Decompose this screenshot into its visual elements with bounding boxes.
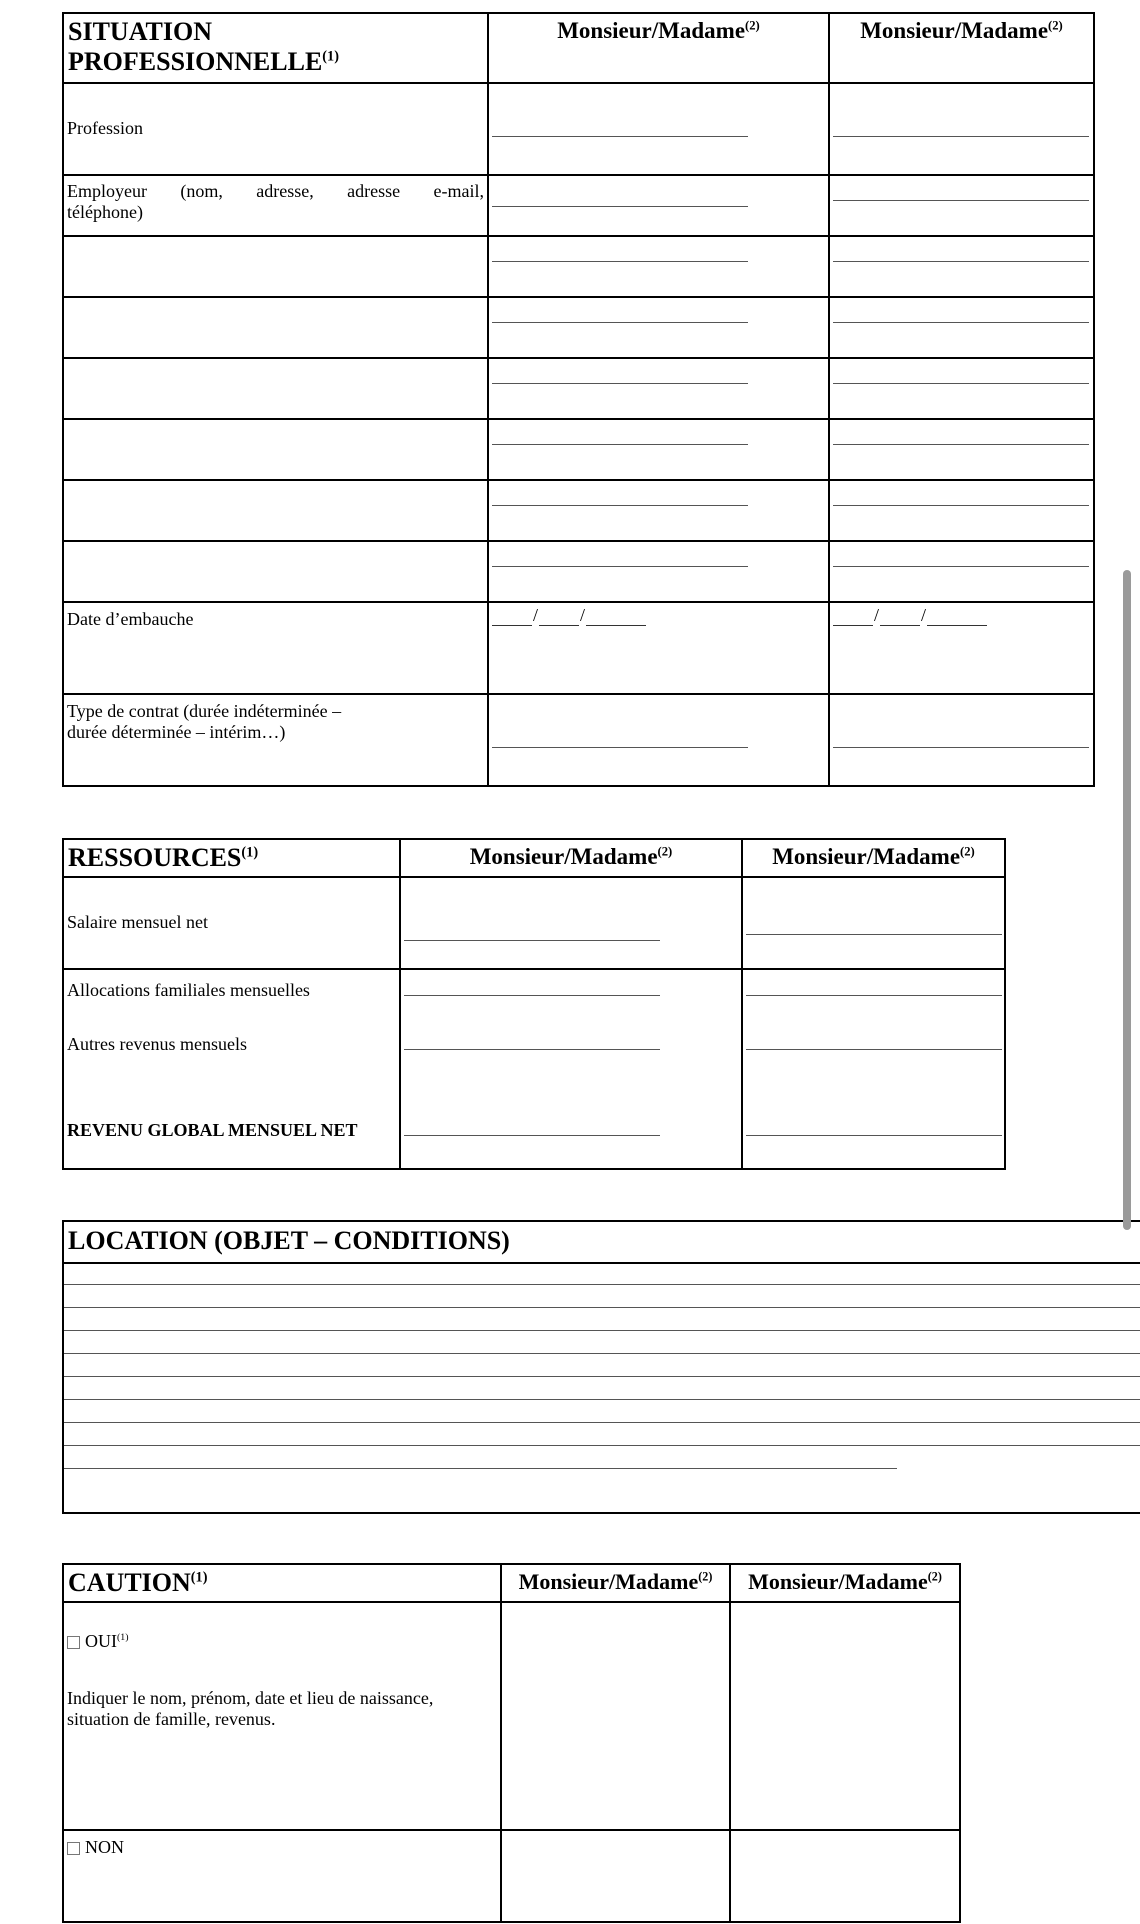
non-checkbox[interactable] bbox=[67, 1842, 80, 1855]
employeur-extra-field-2[interactable] bbox=[829, 236, 1094, 297]
date-embauche-field-1[interactable]: / / bbox=[488, 602, 829, 694]
oui-checkbox[interactable] bbox=[67, 1636, 80, 1649]
caution-instructions: Indiquer le nom, prénom, date et lieu de naissance, situation de famille, revenus. bbox=[67, 1688, 434, 1729]
location-line[interactable] bbox=[64, 1468, 897, 1469]
employeur-field-2[interactable] bbox=[829, 175, 1094, 236]
salaire-field-2[interactable] bbox=[742, 877, 1005, 969]
ressources-details-field-1[interactable] bbox=[400, 969, 742, 1169]
location-line[interactable] bbox=[64, 1284, 1140, 1285]
caution-oui-option[interactable]: OUI$^{(1)}$ bbox=[67, 1631, 497, 1652]
employeur-extra-field-1[interactable] bbox=[488, 541, 829, 602]
type-contrat-field-1[interactable] bbox=[488, 694, 829, 786]
employeur-extra-label bbox=[63, 480, 488, 541]
caution-table bbox=[62, 1563, 961, 1923]
situation-title: SITUATION PROFESSIONNELLE$^{(1)}$ bbox=[63, 13, 488, 83]
ressources-details-field-2[interactable] bbox=[742, 969, 1005, 1169]
ressources-details-label bbox=[63, 969, 400, 1169]
profession-field-1[interactable] bbox=[488, 83, 829, 175]
type-contrat-label: Type de contrat (durée indéterminée – durée déterminée – intérim…) bbox=[63, 694, 488, 786]
caution-non-cell bbox=[63, 1830, 501, 1922]
location-line[interactable] bbox=[64, 1422, 1140, 1423]
employeur-field-1[interactable] bbox=[488, 175, 829, 236]
salaire-field-1[interactable] bbox=[400, 877, 742, 969]
allocations-label: Allocations familiales mensuelles bbox=[67, 980, 310, 1000]
employeur-extra-field-2[interactable] bbox=[829, 358, 1094, 419]
date-embauche-field-2[interactable]: / / bbox=[829, 602, 1094, 694]
ressources-col2-header: Monsieur/Madame$^{(2)}$ bbox=[742, 839, 1005, 877]
date-embauche-label: Date d’embauche bbox=[63, 602, 488, 694]
ressources-table bbox=[62, 838, 1006, 1170]
caution-oui-field-1[interactable] bbox=[501, 1602, 730, 1830]
salaire-label: Salaire mensuel net bbox=[63, 877, 400, 969]
employeur-extra-field-1[interactable] bbox=[488, 480, 829, 541]
location-line[interactable] bbox=[64, 1399, 1140, 1400]
caution-non-field-2[interactable] bbox=[730, 1830, 960, 1922]
employeur-extra-label bbox=[63, 297, 488, 358]
employeur-extra-field-1[interactable] bbox=[488, 358, 829, 419]
ressources-title: RESSOURCES$^{(1)}$ bbox=[63, 839, 400, 877]
employeur-extra-field-1[interactable] bbox=[488, 297, 829, 358]
autres-label: Autres revenus mensuels bbox=[67, 1034, 247, 1054]
location-title: LOCATION (OBJET – CONDITIONS) bbox=[64, 1222, 1140, 1264]
employeur-extra-label bbox=[63, 358, 488, 419]
employeur-extra-field-1[interactable] bbox=[488, 236, 829, 297]
caution-col1-header: Monsieur/Madame$^{(2)}$ bbox=[501, 1564, 730, 1602]
type-contrat-field-2[interactable] bbox=[829, 694, 1094, 786]
caution-title: CAUTION$^{(1)}$ bbox=[63, 1564, 501, 1602]
location-line[interactable] bbox=[64, 1376, 1140, 1377]
location-line[interactable] bbox=[64, 1330, 1140, 1331]
employeur-extra-field-2[interactable] bbox=[829, 541, 1094, 602]
ressources-col1-header: Monsieur/Madame$^{(2)}$ bbox=[400, 839, 742, 877]
caution-oui-cell bbox=[63, 1602, 501, 1830]
employeur-label: Employeur (nom, adresse, adresse e-mail, téléphone) bbox=[63, 175, 488, 236]
employeur-extra-field-1[interactable] bbox=[488, 419, 829, 480]
caution-oui-field-2[interactable] bbox=[730, 1602, 960, 1830]
situation-professionnelle-table bbox=[62, 12, 1095, 787]
location-line[interactable] bbox=[64, 1307, 1140, 1308]
employeur-extra-field-2[interactable] bbox=[829, 297, 1094, 358]
vertical-scrollbar[interactable] bbox=[1123, 570, 1131, 1230]
employeur-extra-field-2[interactable] bbox=[829, 480, 1094, 541]
location-line[interactable] bbox=[64, 1445, 1140, 1446]
employeur-extra-field-2[interactable] bbox=[829, 419, 1094, 480]
location-section bbox=[62, 1220, 1140, 1514]
situation-col2-header: Monsieur/Madame$^{(2)}$ bbox=[829, 13, 1094, 83]
profession-field-2[interactable] bbox=[829, 83, 1094, 175]
caution-non-field-1[interactable] bbox=[501, 1830, 730, 1922]
situation-col1-header: Monsieur/Madame$^{(2)}$ bbox=[488, 13, 829, 83]
caution-non-option[interactable]: NON bbox=[67, 1837, 497, 1858]
location-line[interactable] bbox=[64, 1353, 1140, 1354]
revenu-global-label: REVENU GLOBAL MENSUEL NET bbox=[67, 1120, 358, 1140]
employeur-extra-label bbox=[63, 541, 488, 602]
caution-col2-header: Monsieur/Madame$^{(2)}$ bbox=[730, 1564, 960, 1602]
employeur-extra-label bbox=[63, 419, 488, 480]
employeur-extra-label bbox=[63, 236, 488, 297]
profession-label: Profession bbox=[63, 83, 488, 175]
